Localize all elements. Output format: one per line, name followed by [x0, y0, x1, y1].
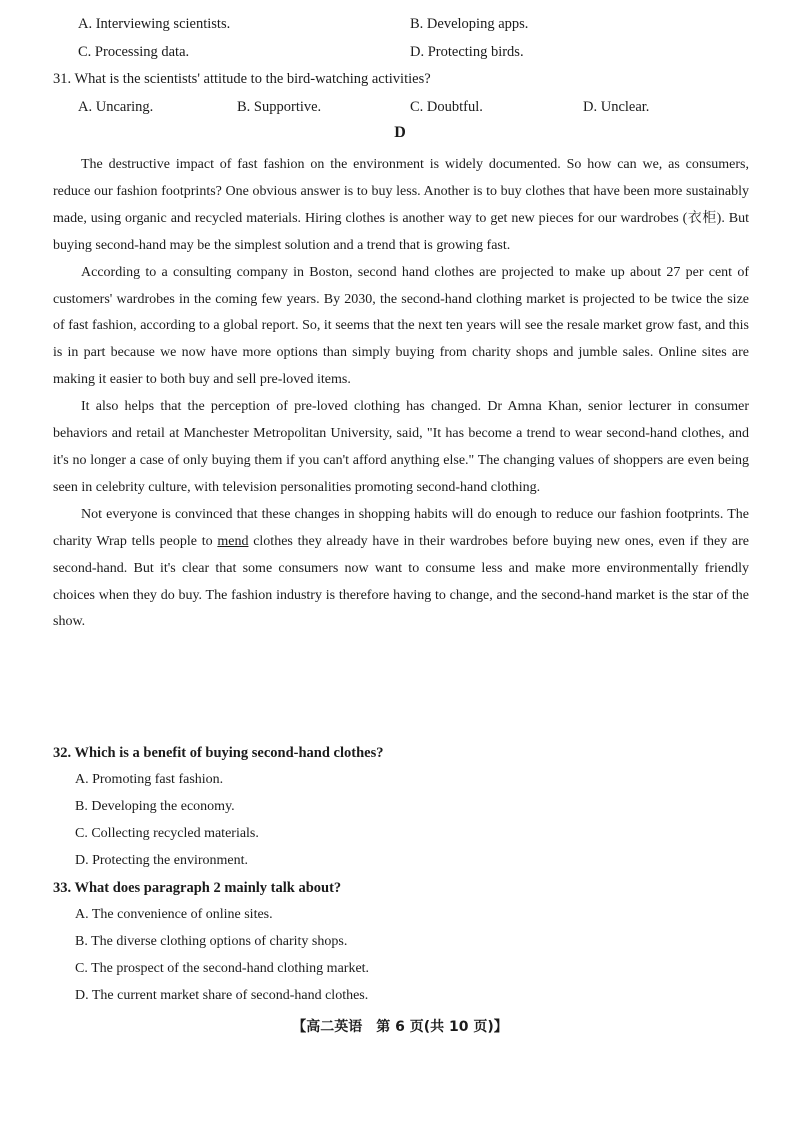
q31-option-a: A. Uncaring.: [78, 99, 154, 115]
passage-paragraph-1: The destructive impact of fast fashion on the environment is widely documented. So how can we, as consumers, reduce our fashion footprints? One obvious answer is to buy less. Another is to buy clothes that have been more sustainably made, using organic and recycled materials. Hiring clothes is another way to get new pieces for our wardrobes (衣柜). But buying second-hand may be the simplest solution and a trend that is growing fast.: [53, 157, 749, 253]
passage-paragraph-2: According to a consulting company in Boston, second hand clothes are projected to make up about 27 per cent of customers' wardrobes in the coming few years. By 2030, the second-hand clothing market is projected to be twice the size of fast fashion, according to a global report. So, it seems that the next ten years will see the resale market grow fast, and this is in part because we now have more options than simply buying from charity shops and jumble sales. Online sites are making it easier to both buy and sell pre-loved items.: [53, 264, 749, 388]
prev-option-a: A. Interviewing scientists.: [78, 16, 231, 32]
q32-option-c: C. Collecting recycled materials.: [75, 826, 259, 841]
q33-option-d: D. The current market share of second-hand clothes.: [75, 988, 369, 1003]
q31-option-c: C. Doubtful.: [410, 99, 483, 115]
q32-stem: 32. Which is a benefit of buying second-hand clothes?: [53, 745, 384, 761]
prev-option-b: B. Developing apps.: [410, 16, 529, 32]
q33-stem: 33. What does paragraph 2 mainly talk about?: [53, 880, 342, 896]
page-footer: 【高二英语 第 6 页(共 10 页)】: [292, 1019, 508, 1035]
q32-option-a: A. Promoting fast fashion.: [75, 772, 224, 787]
q33-option-c: C. The prospect of the second-hand clothing market.: [75, 961, 370, 976]
q31-option-d: D. Unclear.: [583, 99, 650, 115]
p4-text-after: clothes they already have in their wardrobes before buying new ones, even if they are second-hand. But it's clear that some consumers now want to consume less and make more environmentally friendly choices when they do buy. The fashion industry is therefore having to change, and the second-hand market is the star of the show.: [53, 533, 749, 630]
passage-paragraph-3: It also helps that the perception of pre-loved clothing has changed. Dr Amna Khan, senior lecturer in consumer behaviors and retail at Manchester Metropolitan University, said, "It has become a trend to wear second-hand clothes, and it's no longer a case of only buying them if you can't afford anything else." The changing values of shoppers are even being seen in celebrity culture, with television personalities promoting second-hand clothing.: [53, 399, 749, 495]
q33-option-a: A. The convenience of online sites.: [75, 907, 273, 922]
q32-option-b: B. Developing the economy.: [75, 799, 235, 814]
passage-paragraph-4: [53, 502, 749, 637]
prev-option-d: D. Protecting birds.: [410, 44, 524, 60]
q32-option-d: D. Protecting the environment.: [75, 853, 249, 868]
underlined-word-mend: mend: [217, 533, 249, 549]
q33-option-b: B. The diverse clothing options of charity shops.: [75, 934, 348, 949]
reading-passage: [53, 152, 749, 636]
q31-stem: 31. What is the scientists' attitude to the bird-watching activities?: [53, 71, 431, 87]
p4-text-before: Not everyone is convinced that these changes in shopping habits will do enough to reduce our fashion footprints. The charity Wrap tells people to: [53, 506, 749, 549]
prev-option-c: C. Processing data.: [78, 44, 190, 60]
section-title: D: [394, 124, 406, 141]
q31-option-b: B. Supportive.: [237, 99, 322, 115]
